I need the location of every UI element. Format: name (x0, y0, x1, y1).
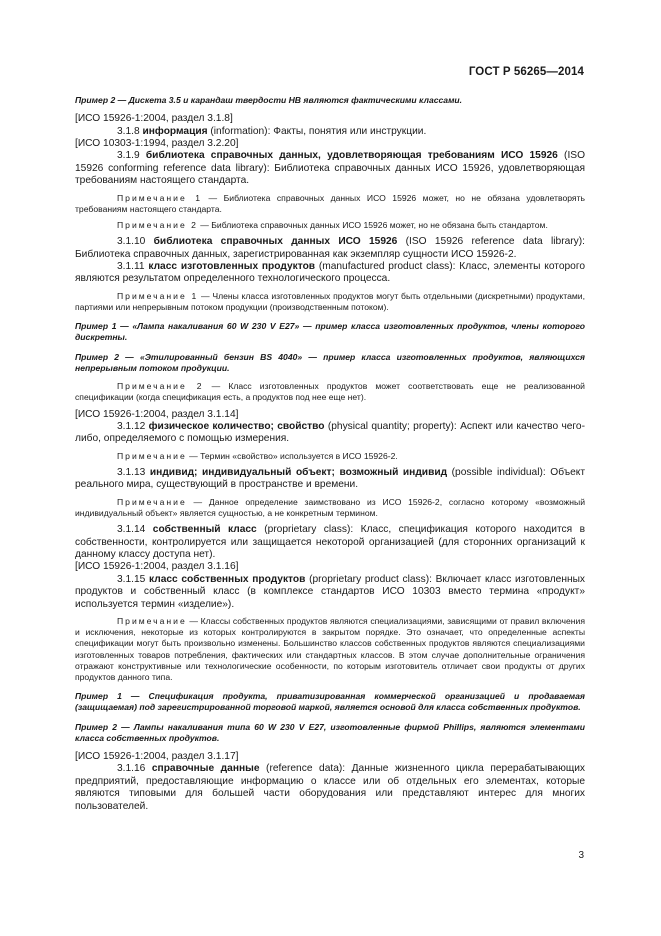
example-paragraph: Пример 1 — Спецификация продукта, приватизированная коммерческой организацией и продаваемая (защищаемая) под зарегистрированной торговой маркой, является основой для класса собственных продуктов. (75, 691, 585, 713)
term-text: (information): Факты, понятия или инструкции. (207, 125, 427, 137)
term-text: (ISO 15926 conforming reference data library): Библиотека справочных данных ИСО 15926, удовлетворяющая требованиям настоящего стандарта. (75, 150, 585, 187)
term-name: класс собственных продуктов (149, 573, 306, 585)
note-text: — Классы собственных продуктов являются специализациями, зависящими от правил включения и исключения, некоторые из которых контролируются в закрытом порядке. Это означает, что определенные аспекты спецификации могут быть произвольно изменены. Большинство классов собственных продуктов являются специализациями изготовленных товаров потребления, фактических или стандартных классов. В этом случае дополнительные ограничения отражают конструктивные или технологические особенности, по которым изготовитель отличает свои продукты от других продуктов данного типа. (75, 615, 585, 682)
term-definition (75, 150, 585, 187)
source-reference: [ИСО 15926-1:2004, раздел 3.1.8] (75, 113, 233, 125)
term-number: 3.1.14 (117, 524, 146, 536)
note-text: — Данное определение заимствовано из ИСО 15926-2, согласно которому «возможный индивидуальный объект» является сущностью, а не конкретным термином. (75, 496, 585, 518)
term-number: 3.1.13 (117, 466, 146, 478)
note-label: Примечание 1 (117, 192, 203, 203)
term-definition (75, 524, 585, 561)
term-name: класс изготовленных продуктов (148, 261, 316, 273)
note-label: Примечание 1 (117, 290, 199, 301)
term-number: 3.1.16 (117, 763, 146, 775)
note-text: — Члены класса изготовленных продуктов могут быть отдельными (дискретными) продуктами, партиями или непрерывным потоком продукции (производственным потоком). (75, 290, 585, 313)
note-label: Примечание (117, 450, 187, 461)
note-label: Примечание 2 (117, 220, 198, 231)
source-reference: [ИСО 10303-1:1994, раздел 3.2.20] (75, 138, 239, 150)
term-text: (proprietary class): Класс, спецификация которого находится в собственности, контролируется или защищается некоторой организацией (для сторонних организаций к данному классу доступа нет). (75, 524, 585, 560)
note-text: — Класс изготовленных продуктов может соответствовать еще не реализованной спецификации (когда спецификация есть, а продуктов под нее еще нет). (75, 381, 585, 403)
note-label: Примечание (117, 496, 187, 507)
note-label: Примечание (117, 615, 187, 626)
term-name: справочные данные (151, 763, 260, 775)
term-definition (75, 763, 585, 813)
term-number: 3.1.12 (117, 420, 146, 432)
example-paragraph: Пример 2 — Дискета 3.5 и карандаш твердости НВ являются фактическими классами. (75, 95, 463, 105)
page-body (75, 95, 585, 813)
term-text: (possible individual): Объект реального мира, существующий в пространстве и времени. (75, 466, 585, 491)
document-number-header: ГОСТ Р 56265—2014 (468, 66, 584, 78)
term-text: (ISO 15926 reference data library): Библиотека справочных данных, зарегистрированная как экземпляр сущности ИСО 15926-2. (75, 236, 585, 260)
term-name: индивид; индивидуальный объект; возможный индивид (149, 466, 448, 478)
term-text: (proprietary product class): Включает класс изготовленных продуктов и собственный класс (в комплексе стандартов ИСО 10303 вместо термина «продукт» используется термин «изделие»). (75, 573, 586, 610)
source-reference: [ИСО 15926-1:2004, раздел 3.1.14] (75, 408, 239, 420)
term-number: 3.1.15 (117, 573, 146, 585)
term-name: собственный класс (152, 524, 257, 536)
term-name: библиотека справочных данных, удовлетворяющая требованиям ИСО 15926 (145, 150, 558, 162)
term-number: 3.1.9 (117, 150, 140, 162)
note-paragraph (75, 451, 585, 462)
note-paragraph (75, 616, 585, 683)
term-definition (75, 574, 585, 611)
note-paragraph (75, 193, 585, 215)
term-name: библиотека справочных данных ИСО 15926 (153, 236, 398, 248)
note-label: Примечание 2 (117, 381, 204, 392)
page-number: 3 (578, 850, 584, 861)
note-paragraph (75, 381, 585, 403)
term-name: информация (142, 125, 208, 137)
example-paragraph: Пример 2 — Лампы накаливания типа 60 W 230 V E27, изготовленные фирмой Phillips, являются элементами класса собственных продуктов. (75, 721, 585, 743)
term-definition (75, 126, 585, 138)
example-paragraph: Пример 1 — «Лампа накаливания 60 W 230 V E27» — пример класса изготовленных продуктов, члены которого дискретны. (75, 321, 585, 343)
term-definition (75, 421, 585, 446)
term-number: 3.1.10 (117, 236, 146, 248)
term-number: 3.1.8 (117, 125, 140, 137)
term-text: (manufactured product class): Класс, элементы которого являются результатом определенного технологического процесса. (75, 261, 585, 285)
source-reference: [ИСО 15926-1:2004, раздел 3.1.16] (75, 561, 239, 573)
note-text: — Библиотека справочных данных ИСО 15926 может, но не обязана удовлетворять требованиям настоящего стандарта. (75, 192, 585, 214)
note-text: — Библиотека справочных данных ИСО 15926 может, но не обязана быть стандартом. (197, 220, 548, 231)
term-definition (75, 236, 585, 261)
term-text: (reference data): Данные жизненного цикла перерабатывающих предприятий, предоставляющие информацию о классе или об отдельных его элементах, которые являются типовыми для большей части оборудования или представляют интерес для многих пользователей. (75, 763, 586, 812)
term-number: 3.1.11 (117, 261, 145, 273)
note-text: — Термин «свойство» используется в ИСО 15926-2. (186, 450, 398, 461)
term-text: (physical quantity; property): Аспект или качество чего-либо, определяемого с помощью измерения. (75, 420, 585, 445)
note-paragraph (75, 291, 585, 313)
term-definition (75, 467, 585, 492)
term-definition (75, 261, 585, 286)
note-paragraph (75, 497, 585, 519)
term-name: физическое количество; свойство (148, 420, 325, 432)
note-paragraph (75, 220, 585, 231)
source-reference: [ИСО 15926-1:2004, раздел 3.1.17] (75, 751, 239, 763)
example-paragraph: Пример 2 — «Этилированный бензин BS 4040» — пример класса изготовленных продуктов, являющихся непрерывным потоком продукции. (75, 351, 585, 373)
